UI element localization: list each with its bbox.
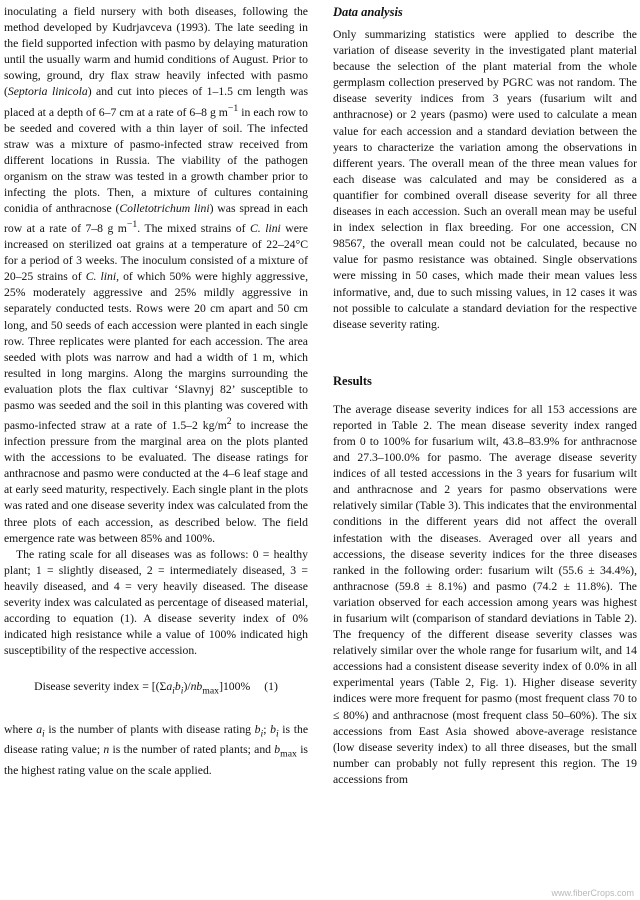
- text-run: , of which 50% were highly aggressive, 25% moderately aggressive and 25% mildly aggressive in separately conducted tests. Rows were 20 cm apart and 50 cm long, and 50 seeds of each accession were planted in each single row. Three replicates were planted for each accession. The area seeded with plots was narrow and had a width of 1 m, which resulted in long margins. Along the margins surrounding the evaluation plots the flax cultivar ‘Slavnyj 82’ susceptible to pasmo was seeded and the soil in this planting was covered with pasmo-infected straw at a rate of 1.5–2 kg/m: [4, 270, 309, 433]
- text-run: were increased on sterilized oat grains at a temperature of 22–24°C for a period of 3 weeks. The inoculum consisted of a mixture of 20–25 strains of: [4, 222, 308, 284]
- equation-var: b: [254, 722, 261, 736]
- equation-var: b: [174, 680, 181, 694]
- text-run: in each row to be seeded and covered with a thin layer of soil. The infected straw was a mixture of pasmo-infected straw received from different locations in Russia. The viability of the pathogen organism on the straw was tested in a growth chamber prior to infecting the plots. Then, a mixture of cultures containing conidia of anthracnose (: [4, 105, 309, 216]
- left-column: [4, 4, 308, 779]
- text-run: is the number of rated plants; and: [109, 743, 275, 757]
- text-run: ;: [263, 722, 271, 736]
- equation-sub: max: [202, 685, 220, 697]
- equation-var: b: [270, 722, 276, 736]
- equation-var: b: [274, 743, 281, 757]
- data-analysis-paragraph: Only summarizing statistics were applied to describe the variation of disease severity in the investigated plant material because the selection of the plant material from the whole germplasm collection preserved by PGRC was not random. The disease severity indices from 3 years (fusarium wilt and anthracnose) or 2 years (pasmo) were used to calculate a mean value for each accession and a standard deviation between the years to characterize the variation among the observations in different years. The overall mean of the three mean values for each disease was calculated and may be considered as a quantifier for combined overall disease severity for all three diseases in each accession. Such an overall mean may be useful in index selection in flax breeding. For one accession, CN 98567, the overall mean could not be calculated, because no value for pasmo resistance was obtained. Single observations were missing in 50 cases, which made their mean values less informative, and, due to such missing values, in 12 cases it was not possible to calculate a standard deviation for the respective disease severity rating.: [333, 28, 637, 331]
- results-heading: Results: [333, 373, 372, 388]
- equation-var: a: [36, 722, 43, 736]
- rating-scale-paragraph: The rating scale for all diseases was as follows: 0 = healthy plant; 1 = slightly diseased, 2 = intermediately diseased, 3 = heavily diseased, and 4 = very heavily diseased. The disease severity index was calculated as percentage of diseased material, according to equation (1). A disease severity index of 0% indicated high resistance while a value of 100% indicated high susceptibility of the respective accession.: [4, 547, 308, 658]
- watermark: www.fiberCrops.com: [551, 888, 634, 898]
- equation-sub: max: [280, 748, 297, 760]
- equation-sub: i: [172, 685, 175, 697]
- equation-part: )/: [183, 680, 191, 694]
- text-run: inoculating a field nursery with both diseases, following the method developed by Kudrjavceva (1993). The late seeding in the field supported infection with pasmo by delaying maturation until the usually warm and humid conditions of August. Prior to sowing, ground, dry flax straw heavily infected with pasmo (: [4, 5, 308, 99]
- species-name: Septoria linicola: [7, 85, 88, 99]
- species-name: C. lini: [85, 270, 117, 284]
- data-analysis-heading: Data analysis: [333, 5, 403, 19]
- equation-number: (1): [264, 680, 278, 694]
- equation-sub: i: [275, 728, 279, 740]
- text-run: . The mixed strains of: [137, 222, 250, 235]
- text-run: is the disease rating value;: [4, 722, 309, 757]
- results-paragraph: The average disease severity indices for all 153 accessions are reported in Table 2. The mean disease severity index ranged from 0 to 100% for fusarium wilt, 43.8–83.9% for anthracnose and 27.3–100.0% for pasmo. The average disease severity indices of all tested accessions in the 3 years for fusarium wilt and anthracnose and 2 years for pasmo observations were relatively similar (Table 3). This indicates that the environmental conditions in the different years did not affect the overall infestation with the diseases. Averaged over all years and accessions, the disease severity indices for the three diseases ranked in the following order: fusarium wilt (55.6 ± 34.4%), anthracnose (59.8 ± 8.1%) and pasmo (74.2 ± 11.8%). The variation observed for each accession among years was highest in fusarium wilt (comparison of standard deviations in Table 2). The frequency of the different disease severity classes was relatively similar over the whole range for fusarium wilt, and 14 accessions had a consistent disease severity index of 0.0% in all experimental years (Table 2, Fig. 1). Higher disease severity indices were more frequent for pasmo (most frequent class 70 to ≤ 80%) and anthracnose (most frequent class 50–60%). The six accessions from East Asia showed above-average resistance (low disease severity index) to all three diseases, but the small number can probably not fully represent this region. The 19 accessions from: [333, 402, 637, 786]
- species-name: C. lini: [250, 222, 281, 235]
- equation-var: a: [166, 680, 173, 694]
- superscript: −1: [227, 102, 239, 114]
- text-run: where: [4, 722, 37, 736]
- equation-var: nb: [190, 680, 203, 694]
- text-run: is the number of plants with disease rating: [44, 722, 255, 736]
- text-run: ) and cut into pieces of 1–1.5 cm length was placed at a depth of 6–7 cm at a rate of 6–8 g m: [4, 85, 308, 119]
- equation-var: n: [103, 743, 110, 757]
- equation-part: Disease severity index = [(Σ: [34, 680, 167, 694]
- superscript: 2: [226, 416, 232, 428]
- text-run: is the highest rating value on the scale applied.: [4, 743, 308, 777]
- species-name: Colletotrichum lini: [119, 202, 210, 216]
- equation-definition-paragraph: [4, 722, 308, 779]
- right-column: [333, 4, 637, 788]
- equation-sub: i: [180, 685, 184, 697]
- equation-part: ]100%: [219, 680, 251, 694]
- text-run: to increase the infection pressure from the marginal area on the plots planted with the accessions to be evaluated. The disease ratings for anthracnose and pasmo were conducted at the 4–6 leaf stage and at early seed maturity, respectively. Each single plant in the plots was rated and one disease severity index was calculated from the three plots of each accession, as described below. The field emergence rate was between 85% and 100%.: [4, 419, 308, 545]
- equation-sub: i: [260, 728, 264, 740]
- equation-sub: i: [42, 728, 45, 740]
- methods-paragraph: [4, 4, 308, 547]
- text-run: ) was spread in each row at a rate of 7–8 g m: [4, 202, 309, 235]
- equation-1: [4, 679, 308, 699]
- superscript: −1: [126, 219, 138, 231]
